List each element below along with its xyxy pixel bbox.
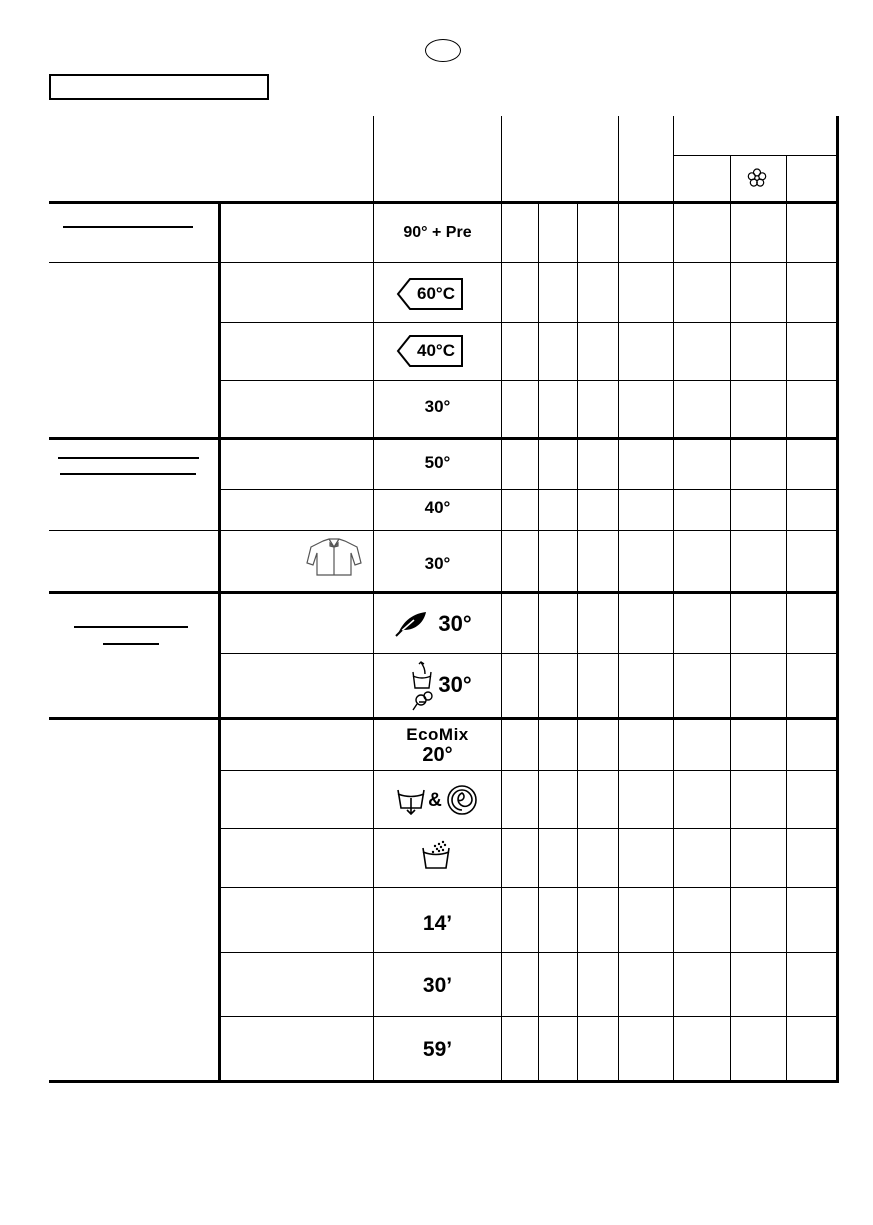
category-underline	[103, 643, 159, 645]
table-rule	[49, 201, 839, 204]
spin-icon	[446, 784, 478, 816]
table-rule	[49, 591, 839, 594]
table-rule	[786, 155, 787, 1082]
flower-icon	[747, 168, 767, 188]
category-underline	[58, 457, 199, 459]
table-rule	[49, 262, 837, 263]
programme-2-label: 60°C	[417, 284, 455, 303]
category-underline	[60, 473, 196, 475]
table-rule	[49, 530, 837, 531]
category-underline	[74, 626, 188, 628]
table-rule	[220, 322, 837, 323]
programme-15-label: 59’	[422, 1038, 453, 1061]
programme-3-label: 40°C	[417, 341, 455, 360]
shirt-icon	[305, 537, 363, 577]
table-rule	[673, 155, 837, 156]
table-rule	[220, 489, 837, 490]
table-rule	[220, 887, 837, 888]
programme-7-label: 30°	[424, 554, 451, 573]
table-rule	[49, 1080, 839, 1083]
drain-icon	[396, 786, 426, 816]
programme-10-label-line1: EcoMix	[406, 725, 469, 744]
table-rule	[836, 116, 839, 1082]
programme-1-label: 90° + Pre	[403, 224, 472, 241]
programme-10-label-line2: 20°	[422, 743, 453, 766]
table-rule	[673, 116, 674, 1082]
language-badge	[425, 39, 461, 62]
category-underline	[63, 226, 193, 228]
table-rule	[220, 1016, 837, 1017]
table-rule	[618, 116, 619, 1082]
table-rule	[220, 380, 837, 381]
programme-8-label: 30°	[438, 611, 472, 636]
table-rule	[220, 828, 837, 829]
table-rule	[218, 202, 221, 1082]
table-rule	[49, 717, 839, 720]
programme-4-label: 30°	[424, 397, 451, 416]
table-rule	[220, 653, 837, 654]
programme-11-ampersand: &	[428, 790, 442, 811]
table-rule	[730, 155, 731, 1082]
feather-icon	[394, 608, 430, 638]
title-box	[49, 74, 269, 100]
rinse-icon	[421, 840, 451, 870]
table-rule	[220, 770, 837, 771]
table-rule	[577, 202, 578, 1082]
programme-6-label: 40°	[424, 498, 451, 517]
table-rule	[220, 952, 837, 953]
programme-14-label: 30’	[422, 974, 453, 997]
table-rule	[49, 437, 839, 440]
programme-9-label: 30°	[438, 672, 472, 697]
table-rule	[538, 202, 539, 1082]
table-rule	[501, 116, 502, 1082]
programme-5-label: 50°	[424, 453, 451, 472]
programme-13-label: 14’	[422, 912, 453, 935]
